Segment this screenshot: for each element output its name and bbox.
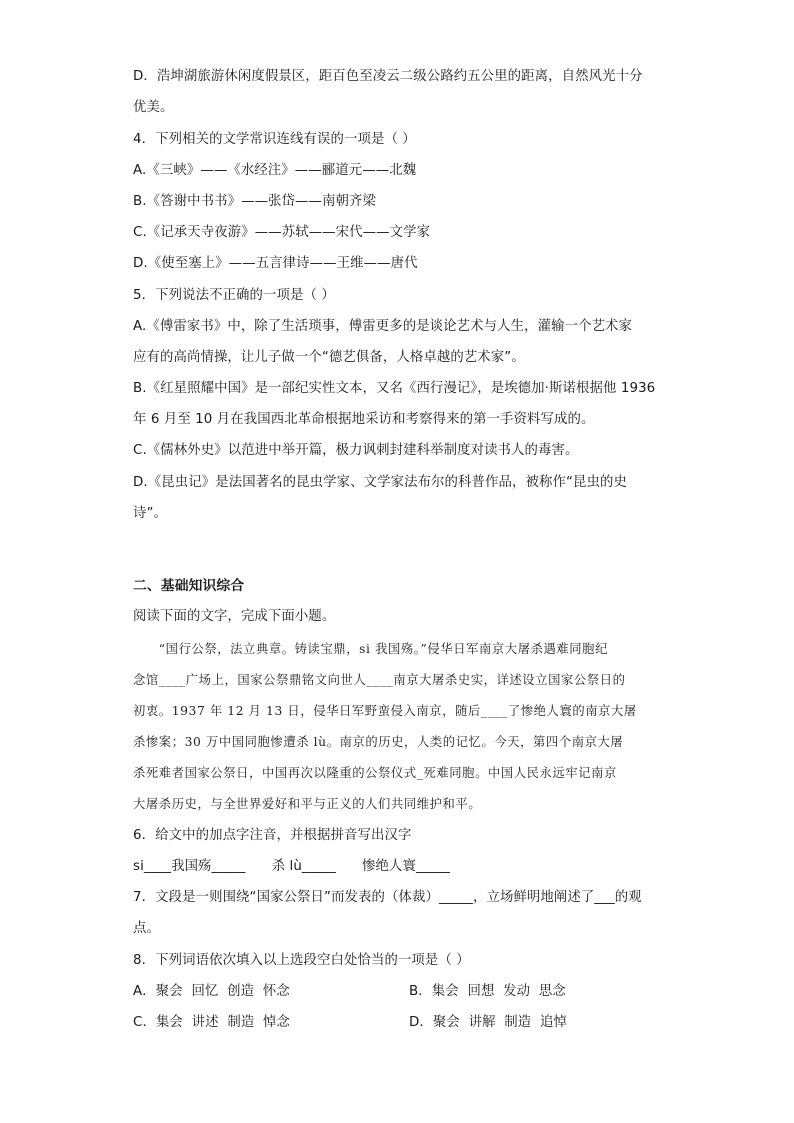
section-title: 二、基础知识综合 (133, 578, 245, 594)
q3-option-d-line1: D．浩坤湖旅游休闲度假景区，距百色至凌云二级公路约五公里的距离，自然风光十分 (133, 69, 643, 84)
passage-line: “国行公祭，法立典章。铸读宝鼎，si 我国殇。”侵华日军南京大屠杀遇难同胞纪 (133, 642, 608, 656)
passage-line: 大屠杀历史，与全世界爱好和平与正义的人们共同维护和平。 (133, 797, 482, 811)
q8-option-b: B．集会 回想 发动 思念 (409, 984, 566, 999)
q5-line: 诗”。 (133, 506, 168, 521)
q5-line: A.《傅雷家书》中，除了生活琐事，傅雷更多的是谈论艺术与人生，灌输一个艺术家 (133, 319, 633, 334)
q4-option-c: C.《记承天寺夜游》——苏轼——宋代——文学家 (133, 225, 431, 240)
passage-line: 杀死难者国家公祭日，中国再次以隆重的公祭仪式_死难同胞。中国人民永远牢记南京 (133, 766, 617, 780)
q5-line: D.《昆虫记》是法国著名的昆虫学家、文学家法布尔的科普作品，被称作“昆虫的史 (133, 475, 627, 490)
passage-line: 杀惨案；30 万中国同胞惨遭杀 lù。南京的历史，人类的记忆。今天，第四个南京大屠 (133, 735, 624, 749)
q4-option-b: B.《答谢中书书》——张岱——南朝齐梁 (133, 194, 376, 209)
q4-option-a: A.《三峡》——《水经注》——郦道元——北魏 (133, 163, 417, 178)
q6-stem: 6．给文中的加点字注音，并根据拼音写出汉字 (133, 828, 412, 843)
q8-option-c: C．集会 讲述 制造 悼念 (133, 1015, 291, 1030)
q5-line: B.《红星照耀中国》是一部纪实性文本，又名《西行漫记》，是埃德加·斯诺根据他 1936 (133, 381, 656, 396)
q4-option-d: D.《使至塞上》——五言律诗——王维——唐代 (133, 256, 418, 271)
q5-line: 年 6 月至 10 月在我国西北革命根据地采访和考察得来的第一手资料写成的。 (133, 412, 595, 427)
q8-stem: 8．下列词语依次填入以上选段空白处恰当的一项是（ ） (133, 953, 470, 968)
q6-answer-line: si____我国殇_____ 杀 lù_____ 惨绝人寰_____ (133, 859, 450, 874)
passage-line: 念馆____广场上，国家公祭鼎铭文向世人____南京大屠杀史实，详述设立国家公祭日的 (133, 673, 626, 687)
section-instruction: 阅读下面的文字，完成下面小题。 (133, 609, 336, 624)
q8-option-a: A．聚会 回忆 创造 怀念 (133, 984, 290, 999)
passage-line: 初衷。1937 年 12 月 13 日，侵华日军野蛮侵入南京，随后____了惨绝人寰的南京大屠 (133, 704, 637, 718)
q5-line: C.《儒林外史》以范进中举开篇，极力讽刺封建科举制度对读书人的毒害。 (133, 443, 579, 458)
q3-option-d-line2: 优美。 (133, 100, 174, 115)
q5-stem: 5．下列说法不正确的一项是（ ） (133, 288, 335, 303)
q4-stem: 4．下列相关的文学常识连线有误的一项是（ ） (133, 132, 416, 147)
q5-line: 应有的高尚情操，让儿子做一个“德艺俱备，人格卓越的艺术家”。 (133, 350, 525, 365)
q7-line2: 点。 (133, 921, 160, 936)
q8-option-d: D．聚会 讲解 制造 追悼 (409, 1015, 567, 1030)
q7-line1: 7．文段是一则围绕“国家公祭日”而发表的（体裁）_____，立场鲜明地阐述了___的观 (133, 890, 642, 905)
